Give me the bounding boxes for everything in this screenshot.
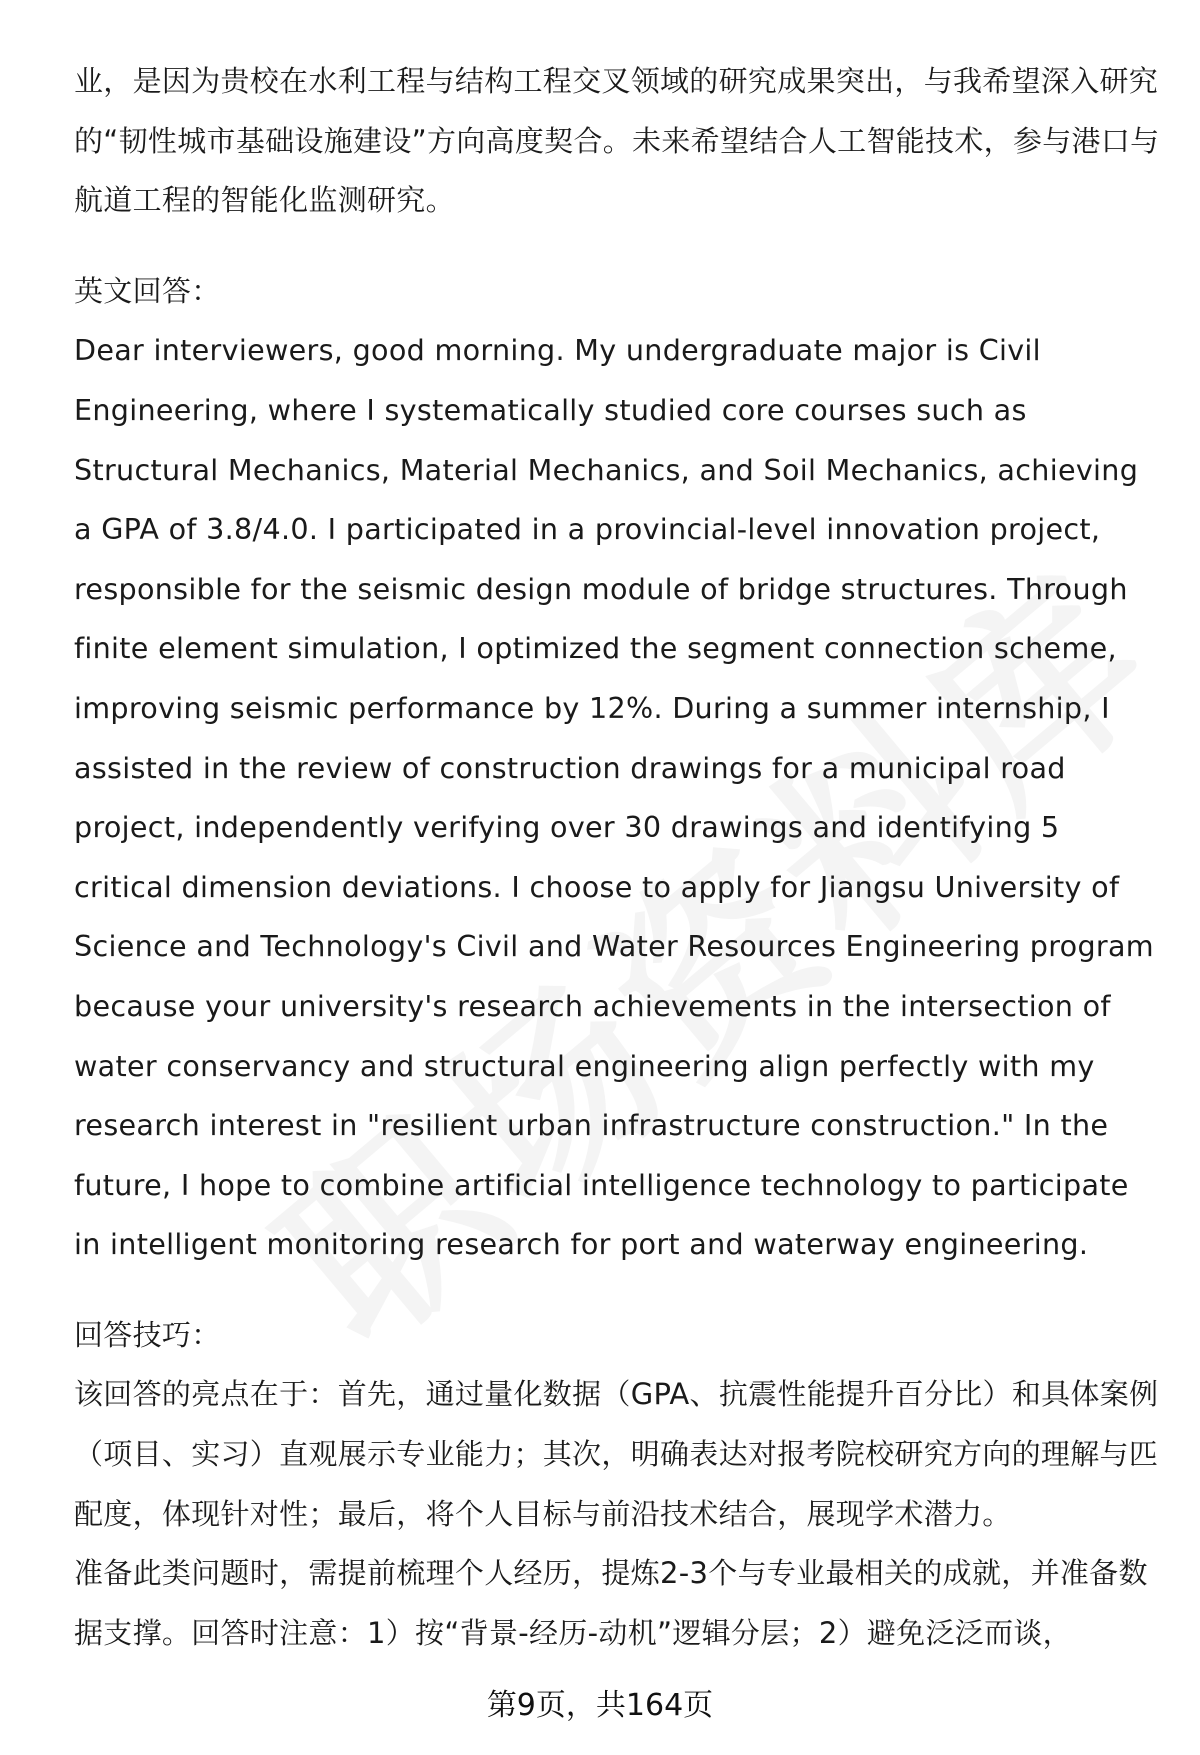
answer-tips-heading: 回答技巧： (74, 1317, 221, 1352)
intro-continuation-paragraph: 业，是因为贵校在水利工程与结构工程交叉领域的研究成果突出，与我希望深入研究的“韧性城市基础设施建设”方向高度契合。未来希望结合人工智能技术，参与港口与航道工程的智能化监测研究。 (74, 64, 1160, 218)
document-page (74, 52, 1164, 1663)
page-number-footer: 第9页，共164页 (486, 1688, 714, 1723)
answer-tips-paragraph-1: 该回答的亮点在于：首先，通过量化数据（GPA、抗震性能提升百分比）和具体案例（项目、实习）直观展示专业能力；其次，明确表达对报考院校研究方向的理解与匹配度，体现针对性；最后，将个人目标与前沿技术结合，展现学术潜力。 (74, 1377, 1159, 1531)
answer-tips-paragraph-2: 准备此类问题时，需提前梳理个人经历，提炼2-3个与专业最相关的成就，并准备数据支撑。回答时注意：1）按“背景-经历-动机”逻辑分层；2）避免泛泛而谈， (74, 1556, 1148, 1650)
english-answer-paragraph: Dear interviewers, good morning. My undergraduate major is Civil Engineering, where I systematically studied core courses such as Structural Mechanics, Material Mechanics, and Soil Mechanics, achieving a GPA of 3.8/4.0. I participated in a provincial-level innovation project, responsible for the seismic design module of bridge structures. Through finite element simulation, I optimized the segment connection scheme, improving seismic performance by 12%. During a summer internship, I assisted in the review of construction drawings for a municipal road project, independently verifying over 30 drawings and identifying 5 critical dimension deviations. I choose to apply for Jiangsu University of Science and Technology's Civil and Water Resources Engineering program because your university's research achievements in the intersection of water conservancy and structural engineering align perfectly with my research interest in "resilient urban infrastructure construction." In the future, I hope to combine artificial intelligence technology to participate in intelligent monitoring research for port and waterway engineering. (74, 333, 1154, 1262)
english-answer-heading: 英文回答： (74, 273, 221, 308)
